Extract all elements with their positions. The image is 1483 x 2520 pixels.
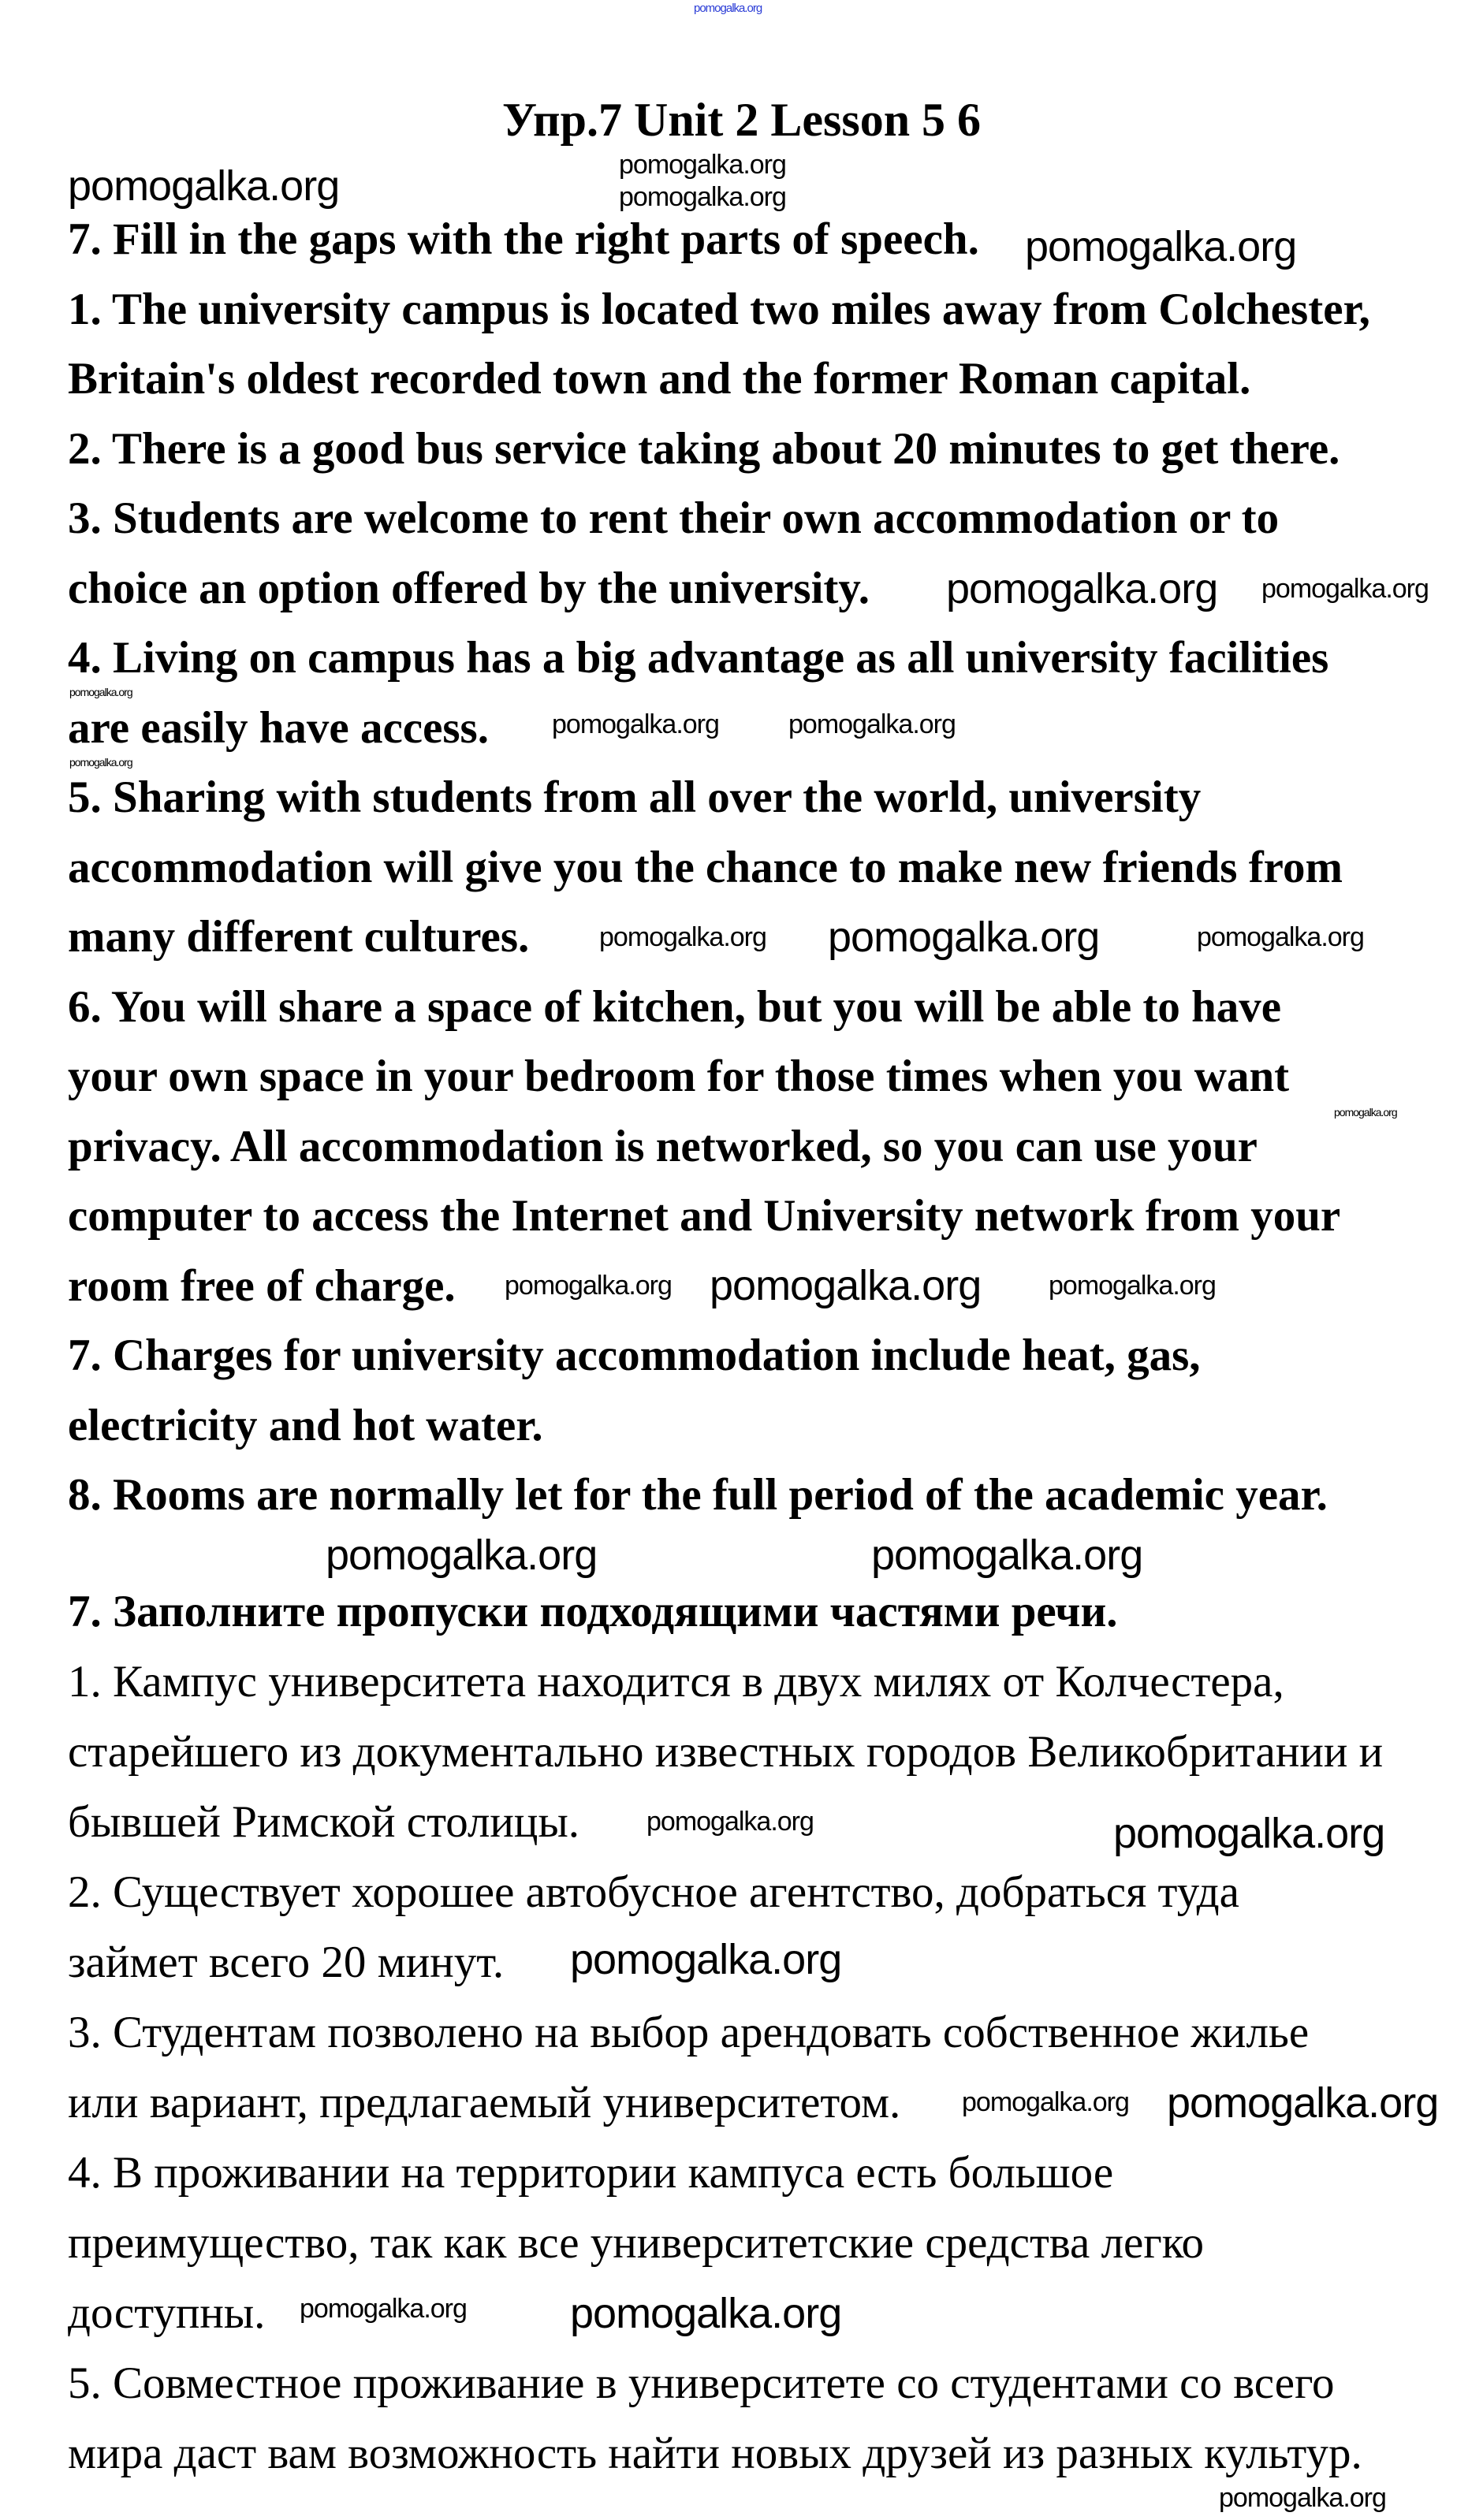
watermark: pomogalka.org <box>710 1262 982 1309</box>
english-line: 6. You will share a space of kitchen, but you will be able to have <box>68 981 1282 1032</box>
watermark: pomogalka.org <box>1219 2483 1386 2513</box>
watermark: pomogalka.org <box>1334 1106 1397 1119</box>
english-line: 7. Charges for university accommodation include heat, gas, <box>68 1331 1201 1380</box>
watermark: pomogalka.org <box>1167 2079 1439 2127</box>
watermark: pomogalka.org <box>300 2294 467 2324</box>
watermark: pomogalka.org <box>1025 223 1297 270</box>
english-line: are easily have access. <box>68 702 489 753</box>
watermark: pomogalka.org <box>505 1271 672 1301</box>
english-line: 2. There is a good bus service taking about 20 minutes to get there. <box>68 423 1340 474</box>
russian-line: 1. Кампус университета находится в двух милях от Колчестера, <box>68 1657 1284 1707</box>
english-line: 4. Living on campus has a big advantage as all university facilities <box>68 633 1329 683</box>
russian-heading: 7. Заполните пропуски подходящими частями речи. <box>68 1587 1118 1636</box>
watermark: pomogalka.org <box>828 914 1100 961</box>
watermark: pomogalka.org <box>619 182 786 212</box>
watermark: pomogalka.org <box>69 686 132 698</box>
watermark: pomogalka.org <box>962 2087 1129 2117</box>
russian-line: 5. Совместное проживание в университете со студентами со всего <box>68 2358 1335 2408</box>
watermark: pomogalka.org <box>599 922 766 952</box>
watermark: pomogalka.org <box>646 1807 814 1837</box>
watermark: pomogalka.org <box>1049 1271 1216 1301</box>
watermark: pomogalka.org <box>1197 922 1364 952</box>
russian-line: доступны. <box>68 2288 266 2338</box>
watermark: pomogalka.org <box>68 162 340 210</box>
english-line: many different cultures. <box>68 912 530 962</box>
english-line: electricity and hot water. <box>68 1400 543 1450</box>
english-exercise <box>68 205 1370 1531</box>
watermark: pomogalka.org <box>946 565 1218 612</box>
watermark: pomogalka.org <box>1113 1810 1385 1857</box>
watermark: pomogalka.org <box>1261 574 1429 604</box>
english-line: choice an option offered by the university. <box>68 563 870 613</box>
russian-line: мира даст вам возможность найти новых друзей из разных культур. <box>68 2429 1362 2478</box>
english-line: 3. Students are welcome to rent their own accommodation or to <box>68 493 1280 543</box>
watermark: pomogalka.org <box>619 150 786 180</box>
watermark: pomogalka.org <box>69 756 132 769</box>
russian-line: 2. Существует хорошее автобусное агентство, добраться туда <box>68 1867 1239 1917</box>
watermark-top[interactable]: pomogalka.org <box>694 2 762 15</box>
watermark: pomogalka.org <box>871 1532 1143 1579</box>
russian-line: 4. В проживании на территории кампуса есть большое <box>68 2148 1114 2198</box>
english-line: 5. Sharing with students from all over the world, university <box>68 772 1202 822</box>
english-line: Britain's oldest recorded town and the former Roman capital. <box>68 354 1251 404</box>
english-line: accommodation will give you the chance to make new friends from <box>68 842 1343 892</box>
russian-line: или вариант, предлагаемый университетом. <box>68 2078 901 2127</box>
english-heading: 7. Fill in the gaps with the right parts of speech. <box>68 214 979 264</box>
english-line: room free of charge. <box>68 1260 456 1311</box>
english-line: your own space in your bedroom for those times when you want <box>68 1052 1290 1101</box>
russian-line: займет всего 20 минут. <box>68 1937 505 1987</box>
russian-line: старейшего из документально известных городов Великобритании и <box>68 1727 1384 1777</box>
watermark: pomogalka.org <box>570 2290 842 2337</box>
english-line: 8. Rooms are normally let for the full period of the academic year. <box>68 1470 1328 1520</box>
english-line: 1. The university campus is located two miles away from Colchester, <box>68 284 1370 334</box>
russian-line: 3. Студентам позволено на выбор арендовать собственное жилье <box>68 2008 1310 2057</box>
russian-line: преимущество, так как все университетские средства легко <box>68 2218 1205 2268</box>
watermark: pomogalka.org <box>552 709 719 739</box>
watermark: pomogalka.org <box>788 709 956 739</box>
english-line: computer to access the Internet and University network from your <box>68 1191 1341 1241</box>
english-line: privacy. All accommodation is networked, so you can use your <box>68 1121 1258 1171</box>
watermark: pomogalka.org <box>570 1936 842 1983</box>
russian-translation <box>68 1576 1383 2488</box>
watermark: pomogalka.org <box>326 1532 598 1579</box>
russian-line: бывшей Римской столицы. <box>68 1797 579 1847</box>
page-title: Упр.7 Unit 2 Lesson 5 6 <box>501 94 982 146</box>
